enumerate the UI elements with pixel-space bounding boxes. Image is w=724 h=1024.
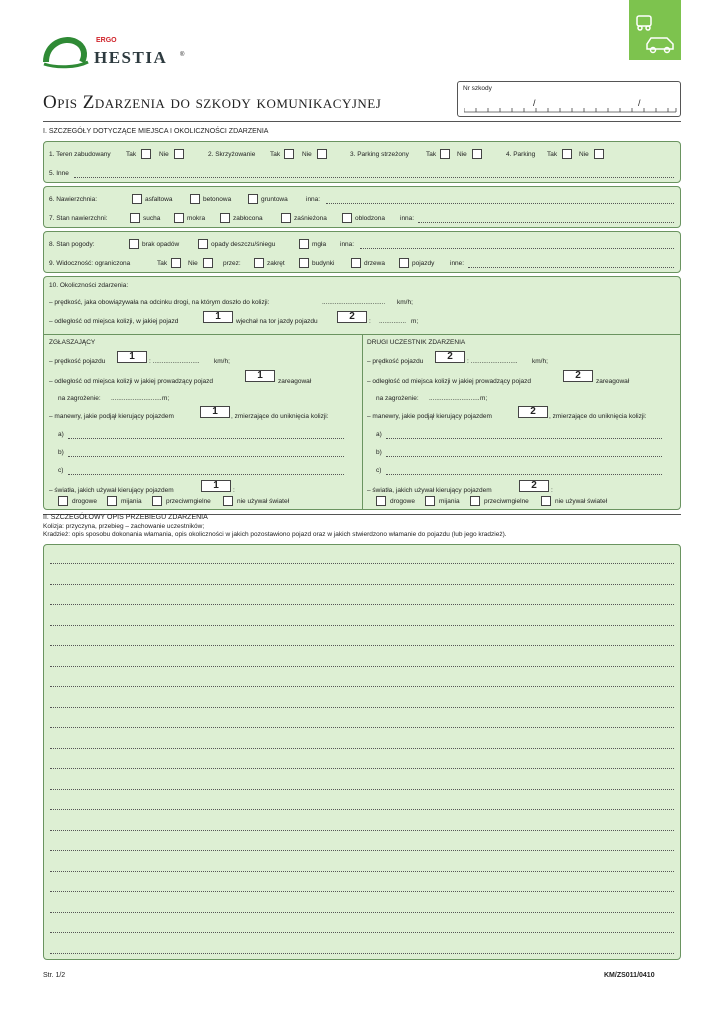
other-light-1-label: drogowe (390, 498, 415, 505)
reporter-speed-unit: km/h; (214, 358, 230, 365)
q7-opt1-checkbox[interactable] (130, 213, 140, 223)
hestia-logo-icon (42, 32, 94, 70)
q8-inna-label: inna: (340, 241, 355, 248)
q9-opt4-checkbox[interactable] (399, 258, 409, 268)
description-line[interactable] (50, 727, 674, 728)
other-light-1-checkbox[interactable] (376, 496, 386, 506)
description-line[interactable] (50, 830, 674, 831)
other-light-2-checkbox[interactable] (425, 496, 435, 506)
q1-tak-label: Tak (126, 151, 137, 158)
q9-opt2-label: budynki (312, 260, 335, 267)
q10-speed-label: – prędkość, jaka obowiązywała na odcinku drogi, na którym doszło do kolizji: (49, 299, 270, 306)
description-line[interactable] (50, 625, 674, 626)
section-2-note-2: Kradzież: opis sposobu dokonania włamania, opis okoliczności w jakich pozostawiono pojazd oraz w jakich stwierdzono włamanie do pojazdu (lub jego kradzież). (43, 531, 507, 538)
reporter-light-3-checkbox[interactable] (152, 496, 162, 506)
q6-opt2-checkbox[interactable] (190, 194, 200, 204)
ergo-label: ERGO (96, 37, 117, 44)
q7-opt4-checkbox[interactable] (281, 213, 291, 223)
q7-inna-label: inna: (400, 215, 415, 222)
q10-dist-label: – odległość od miejsca kolizji, w jakiej pojazd (49, 318, 179, 325)
q9-opt3-checkbox[interactable] (351, 258, 361, 268)
other-dist-vehicle-box: 2 (563, 370, 593, 382)
q9-tak-label: Tak (157, 260, 168, 267)
q4-tak-label: Tak (547, 151, 558, 158)
q3-nie-label: Nie (457, 151, 467, 158)
description-line[interactable] (50, 748, 674, 749)
q8-opt1-checkbox[interactable] (129, 239, 139, 249)
header-divider (43, 121, 681, 122)
description-line[interactable] (50, 891, 674, 892)
panel-location (43, 141, 681, 183)
reporter-c-input[interactable] (68, 474, 344, 475)
description-line[interactable] (50, 707, 674, 708)
hestia-brand-name: HESTIA (94, 48, 168, 67)
q8-opt1-label: brak opadów (142, 241, 180, 248)
car-icon (629, 0, 681, 60)
q9-przez-label: przez: (223, 260, 241, 267)
q2-nie-checkbox[interactable] (317, 149, 327, 159)
description-line[interactable] (50, 584, 674, 585)
other-zag-input[interactable]: ............................ (429, 395, 480, 402)
q6-opt3-checkbox[interactable] (248, 194, 258, 204)
reporter-speed-label: – prędkość pojazdu (49, 358, 106, 365)
panel-weather (43, 231, 681, 273)
reporter-zag-input[interactable]: ............................ (111, 395, 162, 402)
q2-tak-checkbox[interactable] (284, 149, 294, 159)
q5-input[interactable] (74, 177, 674, 178)
q9-label: 9. Widoczność: ograniczona (49, 260, 131, 267)
q9-opt4-label: pojazdy (412, 260, 435, 267)
section-2-note-1: Kolizja: przyczyna, przebieg – zachowanie uczestników; (43, 523, 205, 530)
q1-tak-checkbox[interactable] (141, 149, 151, 159)
panel-circumstances (43, 276, 681, 510)
q4-nie-label: Nie (579, 151, 589, 158)
other-manoeuvre-after: , zmierzające do uniknięcia kolizji: (549, 413, 647, 420)
q8-opt2-label: opady deszczu/śniegu (211, 241, 276, 248)
registered-mark: ® (180, 52, 185, 58)
other-b-input[interactable] (386, 456, 662, 457)
q10-vehicle-2-box: 2 (337, 311, 367, 323)
other-zag-label: na zagrożenie: (376, 395, 419, 402)
reporter-light-3-label: przeciwmgielne (166, 498, 211, 505)
reporter-manoeuvre-vehicle-box: 1 (200, 406, 230, 418)
q9-tak-checkbox[interactable] (171, 258, 181, 268)
reporter-b-label: b) (58, 449, 64, 456)
q10-speed-input[interactable]: ................................... (322, 299, 386, 306)
other-party-column (362, 334, 680, 510)
q6-label: 6. Nawierzchnia: (49, 196, 98, 203)
q10-dist-unit: m; (411, 318, 419, 325)
other-speed-input[interactable]: : .......................... (467, 358, 518, 365)
other-lights-colon: : (551, 487, 553, 494)
q2-tak-label: Tak (270, 151, 281, 158)
q1-label: 1. Teren zabudowany (49, 151, 111, 158)
q6-inna-label: inna: (306, 196, 321, 203)
q6-inna-input[interactable] (326, 203, 674, 204)
q6-opt1-checkbox[interactable] (132, 194, 142, 204)
reporter-c-label: c) (58, 467, 64, 474)
description-area[interactable] (43, 544, 681, 960)
description-line[interactable] (50, 686, 674, 687)
q8-label: 8. Stan pogody: (49, 241, 95, 248)
other-vehicle-box: 2 (435, 351, 465, 363)
description-line[interactable] (50, 953, 674, 954)
other-speed-unit: km/h; (532, 358, 548, 365)
q7-opt2-checkbox[interactable] (174, 213, 184, 223)
q10-dist-label-2: wjechał na tor jazdy pojazdu (236, 318, 318, 325)
q1-nie-checkbox[interactable] (174, 149, 184, 159)
other-manoeuvre-vehicle-box: 2 (518, 406, 548, 418)
description-line[interactable] (50, 850, 674, 851)
page-number: Str. 1/2 (43, 972, 66, 979)
reporter-lights-label: – światła, jakich używał kierujący pojazdem (49, 487, 174, 494)
q5-label: 5. Inne (49, 170, 69, 177)
q9-opt3-label: drzewa (364, 260, 385, 267)
q9-nie-checkbox[interactable] (203, 258, 213, 268)
other-speed-label: – prędkość pojazdu (367, 358, 424, 365)
other-dist-after: zareagował (596, 378, 630, 385)
q7-label: 7. Stan nawierzchni: (49, 215, 108, 222)
car-category-tab (629, 0, 681, 60)
hestia-logo (42, 32, 94, 75)
reporter-light-4-checkbox[interactable] (223, 496, 233, 506)
q10-vehicle-1-box: 1 (203, 311, 233, 323)
other-light-2-label: mijania (439, 498, 460, 505)
reporter-a-label: a) (58, 431, 64, 438)
reporter-zag-unit: m; (162, 395, 170, 402)
reporter-vehicle-box: 1 (117, 351, 147, 363)
reporter-dist-after: zareagował (278, 378, 312, 385)
q9-nie-label: Nie (188, 260, 198, 267)
description-line[interactable] (50, 666, 674, 667)
description-line[interactable] (50, 768, 674, 769)
reporter-manoeuvre-after: , zmierzające do uniknięcia kolizji: (231, 413, 329, 420)
q7-opt4-label: zaśnieżona (294, 215, 327, 222)
other-b-label: b) (376, 449, 382, 456)
q8-inna-input[interactable] (360, 248, 674, 249)
description-line[interactable] (50, 932, 674, 933)
q2-label: 2. Skrzyżowanie (208, 151, 256, 158)
description-line[interactable] (50, 645, 674, 646)
reporter-manoeuvre-label: – manewry, jakie podjął kierujący pojazdem (49, 413, 174, 420)
other-light-3-label: przeciwmgielne (484, 498, 529, 505)
q9-inne-label: inne: (450, 260, 465, 267)
reporter-light-2-checkbox[interactable] (107, 496, 117, 506)
other-a-input[interactable] (386, 438, 662, 439)
q10-title: 10. Okoliczności zdarzenia: (49, 282, 129, 289)
q10-dist-input[interactable]: ............... (379, 318, 407, 325)
q4-tak-checkbox[interactable] (562, 149, 572, 159)
claim-number-label: Nr szkody (463, 85, 492, 92)
claim-number-sep-1: / (533, 98, 536, 108)
reporter-a-input[interactable] (68, 438, 344, 439)
section-2-title: II. SZCZEGÓŁOWY OPIS PRZEBIEGU ZDARZENIA (43, 514, 208, 521)
description-line[interactable] (50, 912, 674, 913)
q8-opt3-checkbox[interactable] (299, 239, 309, 249)
q3-nie-checkbox[interactable] (472, 149, 482, 159)
q3-label: 3. Parking strzeżony (350, 151, 409, 158)
q7-opt5-label: oblodzona (355, 215, 385, 222)
q1-nie-label: Nie (159, 151, 169, 158)
claim-number-cells (464, 100, 678, 114)
q6-opt3-label: gruntowa (261, 196, 288, 203)
q10-speed-unit: km/h; (397, 299, 413, 306)
q8-opt3-label: mgła (312, 241, 327, 248)
claim-number-sep-2: / (638, 98, 641, 108)
q7-opt1-label: sucha (143, 215, 161, 222)
q4-label: 4. Parking (506, 151, 536, 158)
q9-opt1-label: zakręt (267, 260, 285, 267)
other-heading: DRUGI UCZESTNIK ZDARZENIA (367, 339, 466, 346)
reporter-dist-vehicle-box: 1 (245, 370, 275, 382)
q6-opt2-label: betonowa (203, 196, 232, 203)
other-light-3-checkbox[interactable] (470, 496, 480, 506)
description-line[interactable] (50, 871, 674, 872)
reporter-heading: ZGŁASZAJĄCY (49, 339, 96, 346)
q7-opt2-label: mokra (187, 215, 206, 222)
reporter-zag-label: na zagrożenie: (58, 395, 101, 402)
q9-inne-input[interactable] (468, 267, 674, 268)
description-line[interactable] (50, 809, 674, 810)
other-lights-vehicle-box: 2 (519, 480, 549, 492)
form-code: KM/ZS011/0410 (604, 972, 655, 979)
description-line[interactable] (50, 604, 674, 605)
reporter-dist-label: – odległość od miejsca kolizji w jakiej prowadzący pojazd (49, 378, 214, 385)
reporter-column (44, 334, 362, 510)
q8-opt2-checkbox[interactable] (198, 239, 208, 249)
q9-opt1-checkbox[interactable] (254, 258, 264, 268)
section-1-title: I. SZCZEGÓŁY DOTYCZĄCE MIEJSCA I OKOLICZNOŚCI ZDARZENIA (43, 128, 269, 135)
q7-opt3-checkbox[interactable] (220, 213, 230, 223)
other-c-label: c) (376, 467, 382, 474)
q2-nie-label: Nie (302, 151, 312, 158)
other-zag-unit: m; (480, 395, 488, 402)
q6-opt1-label: asfaltowa (145, 196, 173, 203)
other-light-4-checkbox[interactable] (541, 496, 551, 506)
q3-tak-label: Tak (426, 151, 437, 158)
other-dist-label: – odległość od miejsca kolizji w jakiej prowadzący pojazd (367, 378, 532, 385)
reporter-light-1-label: drogowe (72, 498, 97, 505)
reporter-lights-vehicle-box: 1 (201, 480, 231, 492)
other-manoeuvre-label: – manewry, jakie podjął kierujący pojazdem (367, 413, 492, 420)
q7-opt3-label: zabłocona (233, 215, 263, 222)
claim-number-box[interactable] (457, 81, 681, 117)
page-title: Opis Zdarzenia do szkody komunikacyjnej (43, 92, 382, 113)
reporter-light-4-label: nie używał świateł (237, 498, 290, 505)
reporter-light-2-label: mijania (121, 498, 142, 505)
q4-nie-checkbox[interactable] (594, 149, 604, 159)
description-line[interactable] (50, 789, 674, 790)
other-c-input[interactable] (386, 474, 662, 475)
panel-surface (43, 186, 681, 228)
other-light-4-label: nie używał świateł (555, 498, 608, 505)
other-a-label: a) (376, 431, 382, 438)
q9-opt2-checkbox[interactable] (299, 258, 309, 268)
q7-opt5-checkbox[interactable] (342, 213, 352, 223)
reporter-light-1-checkbox[interactable] (58, 496, 68, 506)
q7-inna-input[interactable] (418, 222, 674, 223)
reporter-speed-input[interactable]: : .......................... (149, 358, 200, 365)
reporter-lights-colon: : (233, 487, 235, 494)
other-lights-label: – światła, jakich używał kierujący pojazdem (367, 487, 492, 494)
q3-tak-checkbox[interactable] (440, 149, 450, 159)
reporter-b-input[interactable] (68, 456, 344, 457)
q10-dist-colon: : (369, 318, 371, 325)
description-line[interactable] (50, 563, 674, 564)
